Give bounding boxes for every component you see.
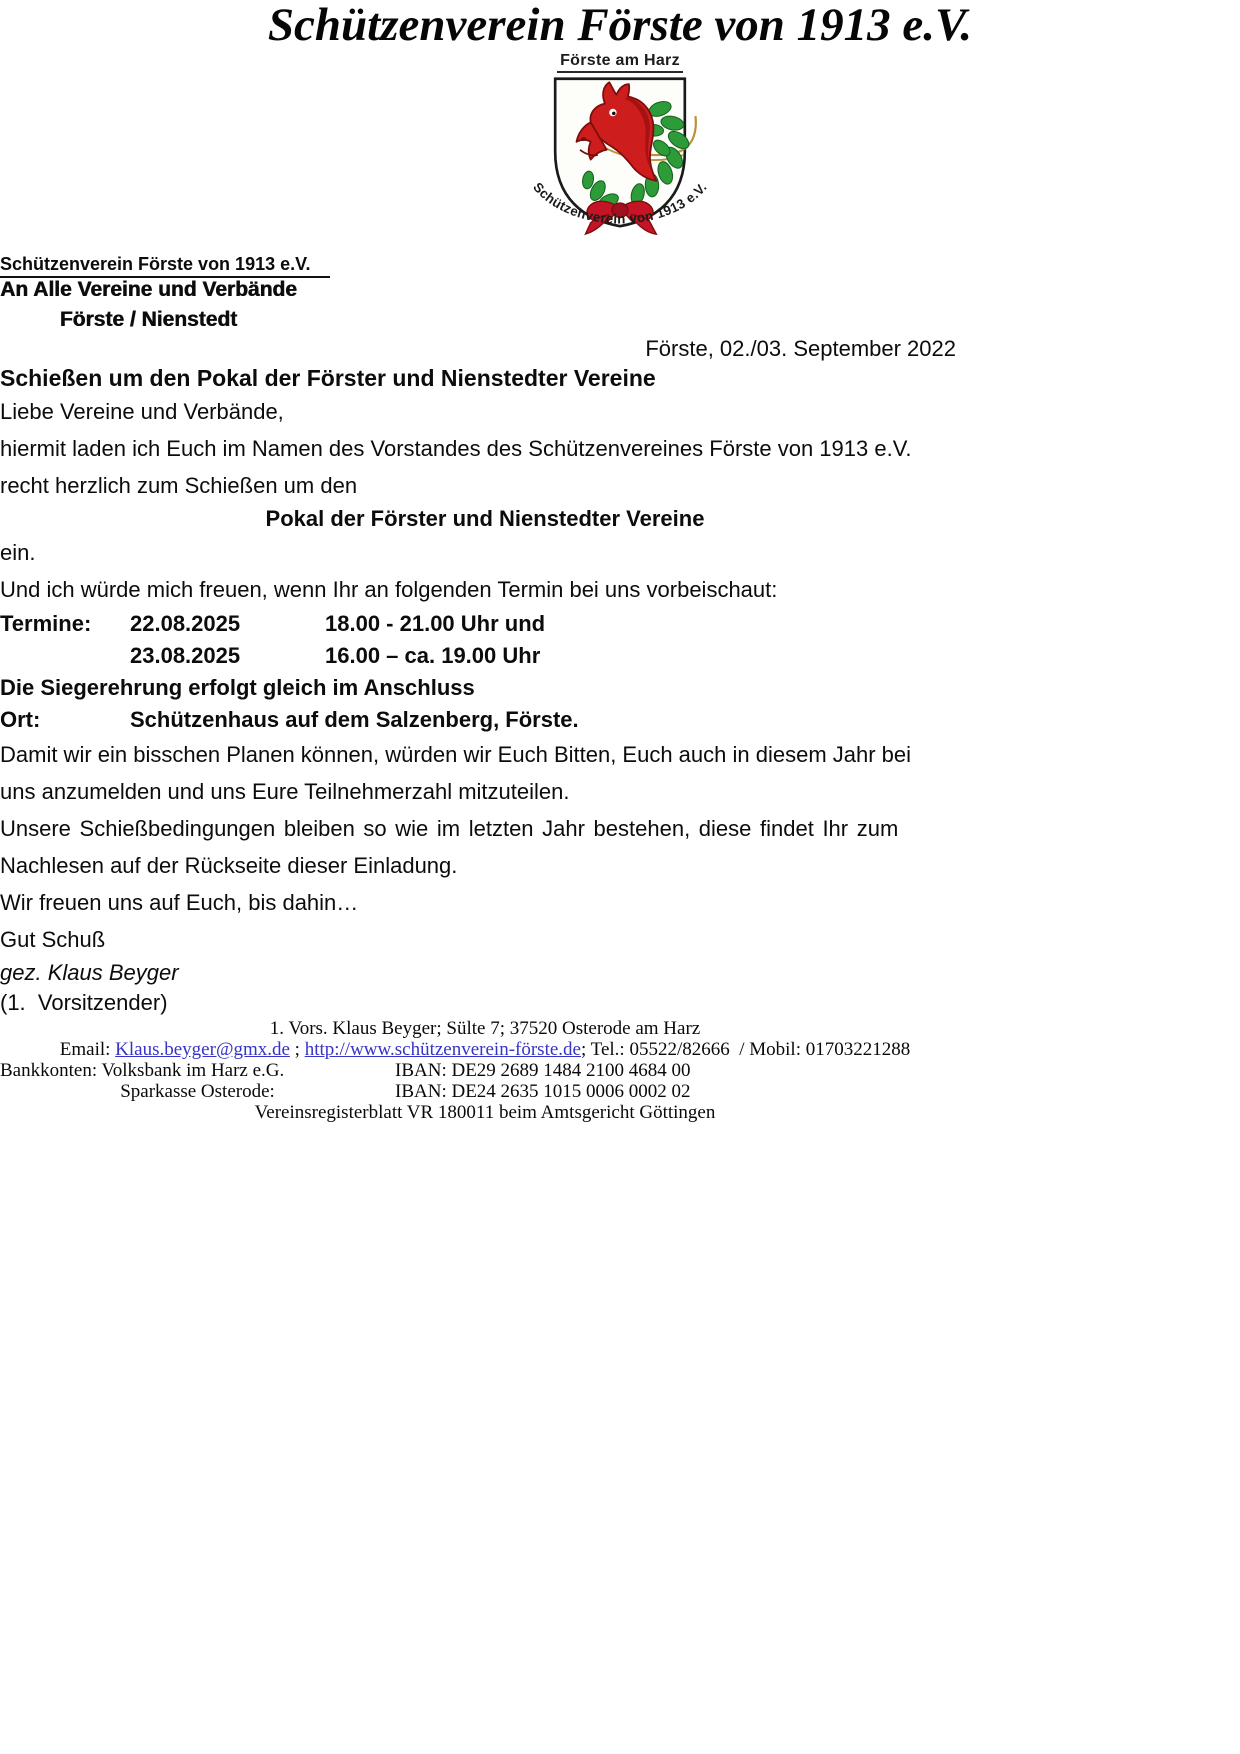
- planen-line-2: uns anzumelden und uns Eure Teilnehmerzahl mitzuteilen.: [0, 778, 570, 804]
- termine-table: [0, 608, 970, 672]
- siegerehrung-line: Die Siegerehrung erfolgt gleich im Anschluss: [0, 674, 475, 700]
- invitation-line-1: hiermit laden ich Euch im Namen des Vorstandes des Schützenvereines Förste von 1913 e.V.: [0, 435, 912, 461]
- sender-line: Schützenverein Förste von 1913 e.V.: [0, 253, 970, 275]
- club-crest: [0, 52, 1240, 253]
- ort-row: [0, 704, 970, 736]
- closing-line: Gut Schuß: [0, 926, 106, 952]
- bank-row-2: [0, 1081, 970, 1102]
- bank-2-label: Sparkasse Osterode:: [120, 1080, 275, 1102]
- planen-line-1: Damit wir ein bisschen Planen können, würden wir Euch Bitten, Euch auch in diesem Jahr bei: [0, 741, 912, 767]
- paragraph-freuen: Wir freuen uns auf Euch, bis dahin…: [0, 889, 359, 915]
- paragraph-termin-intro: Und ich würde mich freuen, wenn Ihr an folgenden Termin bei uns vorbeischaut:: [0, 576, 778, 602]
- termine-date-1: 22.08.2025: [130, 610, 241, 636]
- bank-2-iban: IBAN: DE24 2635 1015 0006 0002 02: [395, 1080, 691, 1102]
- recipient-line-2: Förste / Nienstedt: [59, 307, 238, 331]
- salutation: Liebe Vereine und Verbände,: [0, 398, 284, 424]
- recipient-block: [0, 275, 297, 335]
- subject-line: Schießen um den Pokal der Förster und Nienstedter Vereine: [0, 364, 656, 391]
- bank-1-label: Bankkonten: Volksbank im Harz e.G.: [0, 1059, 285, 1081]
- termine-time-2: 16.00 – ca. 19.00 Uhr: [325, 642, 541, 668]
- signature-role: (1. Vorsitzender): [0, 989, 168, 1015]
- crest-curved-label: Schützenverein von 1913 e.V.: [530, 179, 710, 227]
- bedingungen-line-2: Nachlesen auf der Rückseite dieser Einladung.: [0, 852, 458, 878]
- date-line: Förste, 02./03. September 2022: [645, 335, 956, 361]
- paragraph-bedingungen: [0, 810, 970, 884]
- termine-label: Termine:: [0, 610, 92, 636]
- paragraph-planen: [0, 736, 970, 810]
- letter-title: Schützenverein Förste von 1913 e.V.: [267, 0, 973, 51]
- website-link[interactable]: http://www.schützenverein-förste.de: [304, 1038, 581, 1060]
- bedingungen-line-1: Unsere Schießbedingungen bleiben so wie im letzten Jahr bestehen, diese findet Ihr zum: [0, 815, 899, 841]
- termine-date-2: 23.08.2025: [130, 642, 241, 668]
- paragraph-ein: ein.: [0, 539, 36, 565]
- footer-contact-line: [0, 1039, 970, 1060]
- register-line: Vereinsregisterblatt VR 180011 beim Amtsgericht Göttingen: [254, 1101, 716, 1123]
- recipient-line-1: An Alle Vereine und Verbände: [0, 277, 297, 301]
- termine-time-1: 18.00 - 21.00 Uhr und: [325, 610, 546, 636]
- bank-row-1: [0, 1060, 970, 1081]
- email-label: Email:: [59, 1038, 116, 1060]
- letter-content: [0, 253, 970, 1123]
- club-crest-icon: [509, 75, 731, 253]
- footer-address-line: 1. Vors. Klaus Beyger; Sülte 7; 37520 Osterode am Harz: [269, 1017, 701, 1039]
- email-link[interactable]: Klaus.beyger@gmx.de: [115, 1038, 290, 1060]
- crest-top-label: Förste am Harz: [557, 52, 683, 73]
- invitation-line-2: recht herzlich zum Schießen um den: [0, 472, 358, 498]
- pokal-highlight: Pokal der Förster und Nienstedter Vereine: [265, 505, 705, 531]
- paragraph-invitation: [0, 430, 970, 504]
- bank-1-iban: IBAN: DE29 2689 1484 2100 4684 00: [395, 1059, 691, 1081]
- signature-name: gez. Klaus Beyger: [0, 959, 179, 985]
- link-separator: ;: [289, 1038, 305, 1060]
- phone-text: ; Tel.: 05522/82666 / Mobil: 01703221288: [580, 1038, 911, 1060]
- termine-label-spacer: [0, 640, 130, 672]
- ort-label: Ort:: [0, 706, 41, 732]
- letter-footer: [0, 1018, 970, 1123]
- ort-value: Schützenhaus auf dem Salzenberg, Förste.: [130, 706, 579, 732]
